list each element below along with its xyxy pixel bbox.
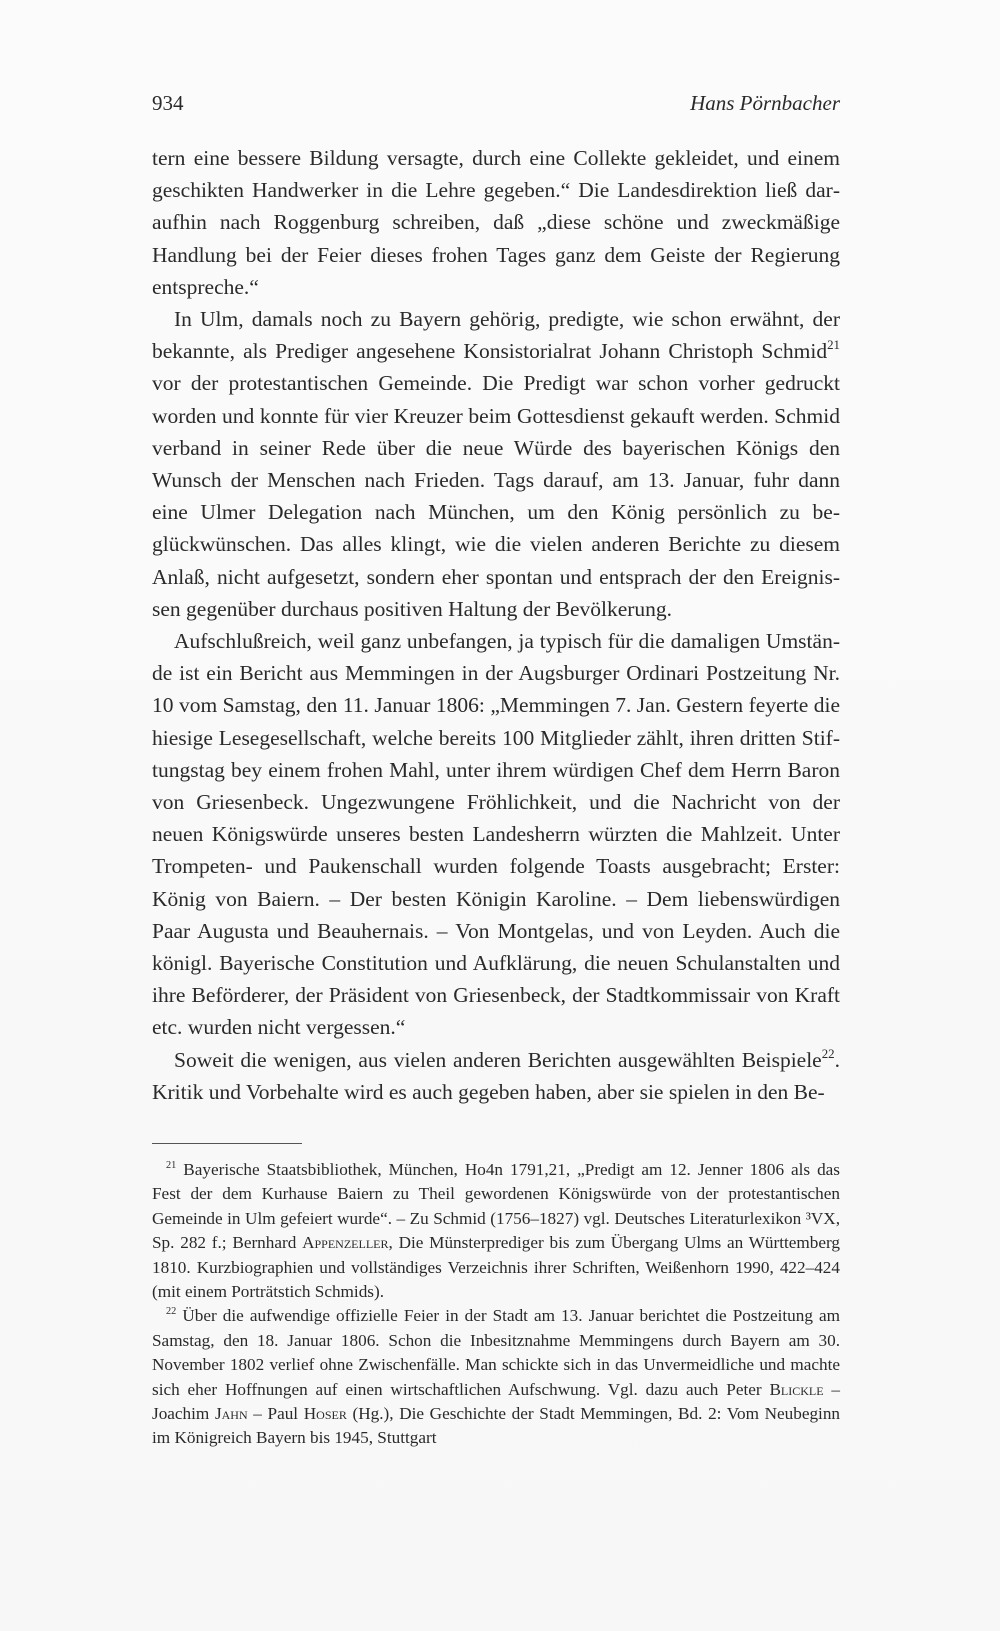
footnote-21-text-a: Bayerische Staatsbibliothek, München, Ho4n 1791,21, „Predigt am 12. Jenner 1806 als das Fest der dem Kurhause Baiern zu Theil gewordenen Königswürde von der protestantischen Gemeinde in Ulm gefeiert wurde“. – Zu Schmid (1756–1827) vgl. Deutsches Literaturlexikon ³VX, Sp. 282 f.; Bernhard: [152, 1160, 840, 1253]
footnote-22-separator-2: – Paul: [247, 1404, 304, 1424]
footnote-22-author-2: Jahn: [214, 1404, 248, 1424]
footnote-21: [152, 1158, 840, 1304]
footnote-22: [152, 1304, 840, 1450]
footnote-ref-22[interactable]: 22: [821, 1046, 835, 1061]
footnote-22-text-a: Über die aufwendige offizielle Feier in der Stadt am 13. Januar berichtet die Postzeitung am Samstag, den 18. Januar 1806. Schon die Inbesitznahme Memmingens durch Bayern am 30. November 1802 verlief ohne Zwischenfälle. Man schickte sich in das Unvermeidliche und machte sich eher Hoffnungen auf einen wirtschaftlichen Aufschwung. Vgl. dazu auch Peter: [152, 1306, 840, 1399]
footnote-22-author-1: Blickle: [769, 1379, 824, 1399]
footnote-22-text-b: (Hg.), Die Geschichte der Stadt Memmingen, Bd. 2: Vom Neubeginn im Königreich Bayern bis 1945, Stuttgart: [152, 1404, 841, 1448]
footnote-22-author-3: Hoser: [303, 1404, 347, 1424]
paragraph-2-text-a: In Ulm, damals noch zu Bayern gehörig, predigte, wie schon erwähnt, der bekannte, als Prediger angesehene Konsistorialrat Johann Christoph Schmid: [152, 307, 840, 364]
running-head: [152, 86, 840, 120]
paragraph-2: [152, 303, 840, 625]
paragraph-1: tern eine bessere Bildung versagte, durch eine Collekte gekleidet, und einem geschikten Handwerker in die Lehre gegeben.“ Die Landesdirektion ließ daraufhin nach Roggenburg schreiben, daß „diese schöne und zweckmäßige Handlung bei der Feier dieses frohen Tages ganz dem Geiste der Regierung entspreche.“: [152, 146, 840, 299]
footnote-separator: [152, 1143, 302, 1144]
paragraph-4-text-b: . Kritik und Vorbehalte wird es auch gegeben haben, aber sie spielen in den Be-: [152, 1047, 840, 1104]
paragraph-2-text-b: vor der protestantischen Gemeinde. Die Predigt war schon vorher gedruckt worden und konnte für vier Kreuzer beim Gottesdienst gekauft werden. Schmid verband in seiner Rede über die neue Würde des bayerischen Königs den Wunsch der Menschen nach Frieden. Tags darauf, am 13. Januar, fuhr dann eine Ulmer Delegation nach München, um den König persönlich zu beglückwünschen. Das alles klingt, wie die vielen anderen Berichte zu diesem Anlaß, nicht aufgesetzt, sondern eher spontan und entsprach der den Ereignissen gegenüber durchaus positiven Haltung der Bevölkerung.: [152, 371, 840, 621]
footnote-22-separator-1: – Joachim: [152, 1379, 841, 1424]
footnotes: [152, 1158, 840, 1451]
footnote-22-number: 22: [166, 1306, 177, 1318]
page-number: 934: [152, 91, 184, 115]
footnote-21-author: Appenzeller: [302, 1233, 389, 1253]
running-head-author: Hans Pörnbacher: [690, 91, 840, 115]
paragraph-4: [152, 1044, 840, 1108]
paragraph-4-text-a: Soweit die wenigen, aus vielen anderen Berichten ausgewählten Beispiele: [174, 1047, 822, 1072]
footnote-21-text-b: , Die Münsterprediger bis zum Übergang Ulms an Württemberg 1810. Kurzbiographien und vollständiges Verzeichnis ihrer Schriften, Weißenhorn 1990, 422–424 (mit einem Porträtstich Schmids).: [152, 1233, 840, 1302]
main-text: [152, 142, 840, 1108]
paragraph-3: Aufschlußreich, weil ganz unbefangen, ja typisch für die damaligen Umstände ist ein Bericht aus Memmingen in der Augsburger Ordinari Postzeitung Nr. 10 vom Samstag, den 11. Januar 1806: „Memmingen 7. Jan. Gestern feyerte die hiesige Lesegesellschaft, welche bereits 100 Mitglieder zählt, ihren dritten Stiftungstag bey einem frohen Mahl, unter ihrem würdigen Chef dem Herrn Baron von Griesenbeck. Ungezwungene Fröhlichkeit, und die Nachricht von der neuen Königswürde unseres besten Landesherrn würzten die Mahlzeit. Unter Trompeten- und Paukenschall wurden folgende Toasts ausgebracht; Erster: König von Baiern. – Der besten Königin Karoline. – Dem liebenswürdigen Paar Augusta und Beauhernais. – Von Montgelas, und von Leyden. Auch die königl. Bayerische Constitution und Aufklärung, die neuen Schulanstalten und ihre Beförderer, der Präsident von Griesenbeck, der Stadtkommissair von Kraft etc. wurden nicht vergessen.“: [152, 629, 840, 1040]
footnote-21-number: 21: [166, 1159, 177, 1171]
footnote-ref-21[interactable]: 21: [827, 338, 840, 353]
